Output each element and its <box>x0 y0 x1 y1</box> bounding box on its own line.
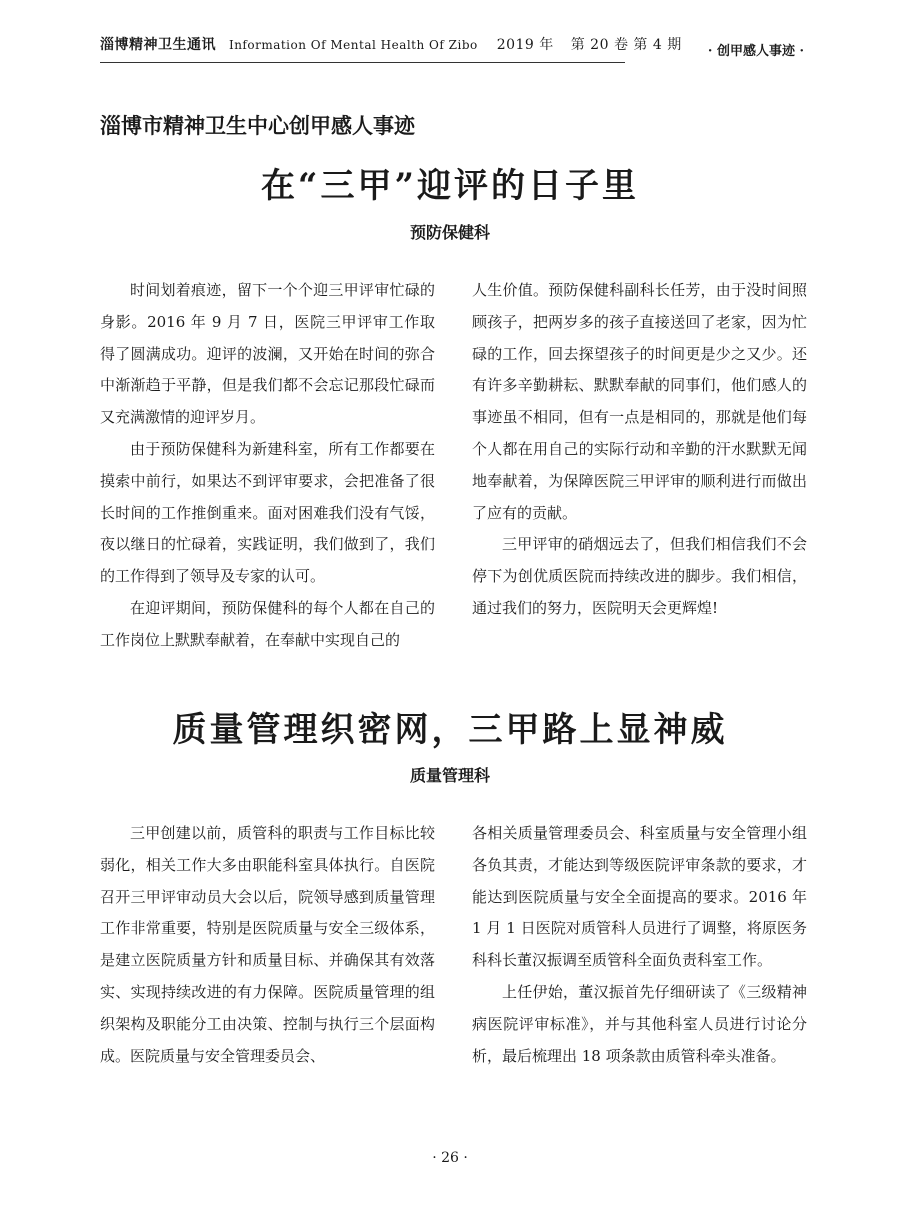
journal-year: 2019 年 <box>496 37 554 53</box>
article1-paragraph: 在迎评期间，预防保健科的每个人都在自己的工作岗位上默默奉献着，在奉献中实现自己的 <box>100 598 435 649</box>
section-header: · 创甲感人事迹 · <box>707 44 804 59</box>
article2-right-column <box>472 818 807 1072</box>
article1-paragraph-continued: 人生价值。预防保健科副科长任芳，由于没时间照顾孩子，把两岁多的孩子直接送回了老家，因为忙碌的工作，回去探望孩子的时间更是少之又少。还有许多辛勤耕耘、默默奉献的同事们，他们感人的事迹虽不相同，但有一点是相同的，那就是他们每个人都在用自己的实际行动和辛勤的汗水默默无闻地奉献着，为保障医院三甲评审的顺利进行而做出了应有的贡献。 <box>472 281 807 522</box>
article1-paragraph: 由于预防保健科为新建科室，所有工作都要在摸索中前行，如果达不到评审要求，会把准备了很长时间的工作推倒重来。面对困难我们没有气馁，夜以继日的忙碌着，实践证明，我们做到了，我们的工作得到了领导及专家的认可。 <box>100 439 435 586</box>
article2-paragraph: 三甲创建以前，质管科的职责与工作目标比较弱化，相关工作大多由职能科室具体执行。自医院召开三甲评审动员大会以后，院领导感到质量管理工作非常重要，特别是医院质量与安全三级体系，是建立医院质量方针和质量目标、并确保其有效落实、实现持续改进的有力保障。医院质量管理的组织架构及职能分工由决策、控制与执行三个层面构成。医院质量与安全管理委员会、 <box>100 824 435 1065</box>
journal-title: 淄博精神卫生通讯 <box>100 37 216 53</box>
section-label: 淄博市精神卫生中心创甲感人事迹 <box>100 113 415 138</box>
article2-author: 质量管理科 <box>409 766 490 785</box>
article1-title: 在“三甲”迎评的日子里 <box>260 166 640 206</box>
article1-paragraph: 时间划着痕迹，留下一个个迎三甲评审忙碌的身影。2016 年 9 月 7 日，医院三甲评审工作取得了圆满成功。迎评的波澜，又开始在时间的弥合中渐渐趋于平静，但是我们都不会忘记那段忙碌而又充满激情的迎评岁月。 <box>100 281 435 427</box>
article1-right-column <box>472 275 807 625</box>
article2-paragraph: 上任伊始，董汉振首先仔细研读了《三级精神病医院评审标准》，并与其他科室人员进行讨论分析，最后梳理出 18 项条款由质管科牵头准备。 <box>472 982 807 1065</box>
running-header <box>100 34 682 63</box>
article2-title: 质量管理织密网，三甲路上显神威 <box>172 710 728 750</box>
page-number: · 26 · <box>432 1150 468 1166</box>
article1-author: 预防保健科 <box>409 223 490 242</box>
article2-paragraph-continued: 各相关质量管理委员会、科室质量与安全管理小组各负其责，才能达到等级医院评审条款的要求，才能达到医院质量与安全全面提高的要求。2016 年 1 月 1 日医院对质管科人员进行了调整，将原医务科科长董汉振调至质管科全面负责科室工作。 <box>472 824 807 970</box>
article1-paragraph: 三甲评审的硝烟远去了，但我们相信我们不会停下为创优质医院而持续改进的脚步。我们相信，通过我们的努力，医院明天会更辉煌! <box>472 535 807 617</box>
article2-left-column <box>100 818 435 1072</box>
journal-volume-issue: 第 20 卷 第 4 期 <box>570 37 682 53</box>
journal-english-title: Information Of Mental Health Of Zibo <box>228 38 478 52</box>
article1-left-column <box>100 275 435 657</box>
